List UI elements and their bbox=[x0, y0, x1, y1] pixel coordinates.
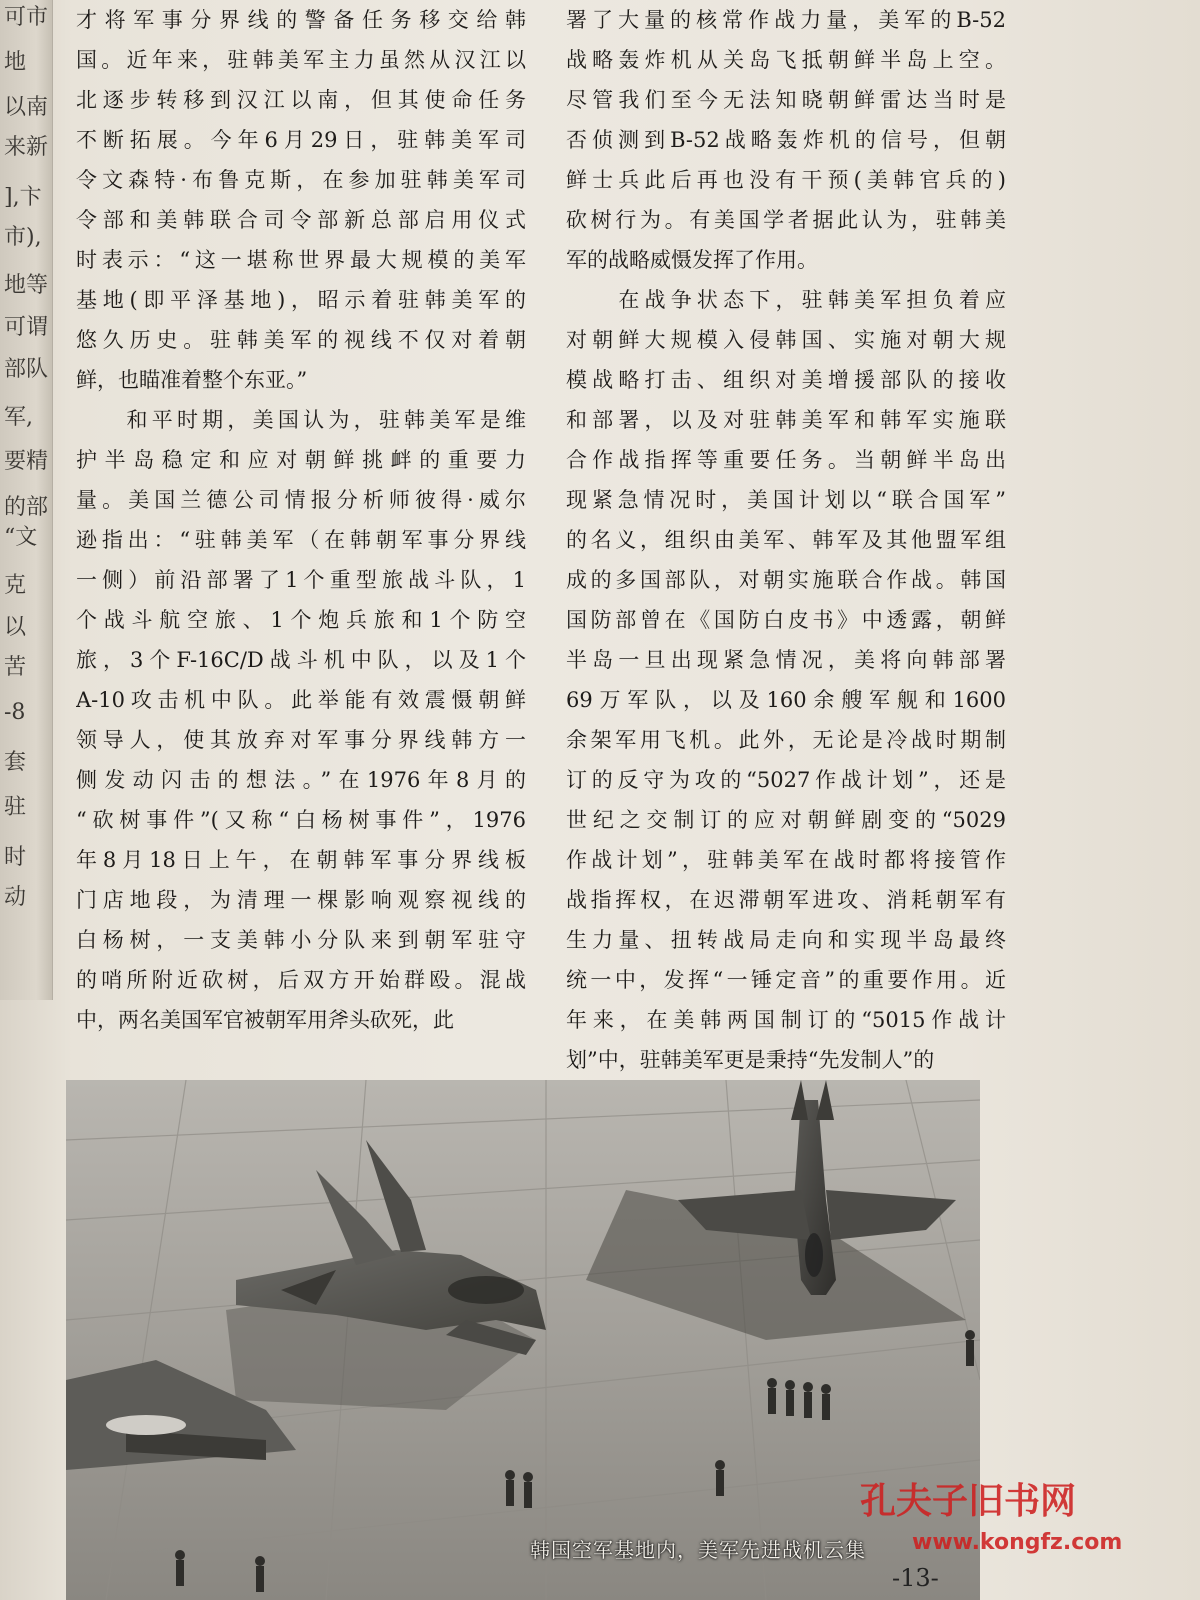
text-line: 统一中，发挥“一锤定音”的重要作用。近 bbox=[566, 968, 1006, 992]
previous-page-fragment: 以南 bbox=[4, 95, 49, 120]
text-line: 对朝鲜大规模入侵韩国、实施对朝大规 bbox=[566, 328, 1006, 352]
previous-page-fragment: 的部 bbox=[4, 495, 49, 520]
text-line: 69万军队，以及160余艘军舰和1600 bbox=[566, 688, 1006, 712]
fighter-jets-photo bbox=[66, 1080, 980, 1600]
text-line: 侧发动闪击的想法。”在1976年8月的 bbox=[76, 768, 526, 792]
page-number: -13- bbox=[892, 1564, 939, 1592]
text-line: 旅，3个F-16C/D战斗机中队，以及1个 bbox=[76, 648, 526, 672]
text-line: 悠久历史。驻韩美军的视线不仅对着朝 bbox=[76, 328, 526, 352]
previous-page-fragment: “文 bbox=[4, 525, 38, 550]
text-line: 和平时期，美国认为，驻韩美军是维 bbox=[76, 408, 526, 432]
previous-page-fragment: 以 bbox=[4, 615, 27, 640]
text-line: 军的战略威慑发挥了作用。 bbox=[566, 248, 818, 272]
watermark-url: www.kongfz.com bbox=[912, 1530, 1123, 1555]
watermark-logo-text: 孔夫子旧书网 bbox=[860, 1480, 1077, 1522]
text-line: 年来，在美韩两国制订的“5015作战计 bbox=[566, 1008, 1006, 1032]
text-line: 中，两名美国军官被朝军用斧头砍死，此 bbox=[76, 1008, 454, 1032]
text-line: A-10攻击机中队。此举能有效震慑朝鲜 bbox=[76, 688, 526, 712]
text-line: 现紧急情况时，美国计划以“联合国军” bbox=[566, 488, 1006, 512]
previous-page-fragment: 套 bbox=[4, 750, 27, 775]
text-line: 砍树行为。有美国学者据此认为，驻韩美 bbox=[566, 208, 1006, 232]
previous-page-fragment: 来新 bbox=[4, 135, 49, 160]
text-line: 半岛一旦出现紧急情况，美将向韩部署 bbox=[566, 648, 1006, 672]
airbase-illustration bbox=[66, 1080, 980, 1600]
previous-page-fragment: 部队 bbox=[4, 357, 49, 382]
previous-page-fragment: 苦 bbox=[4, 655, 27, 680]
previous-page-fragment: 地 bbox=[4, 50, 27, 75]
text-line: 北逐步转移到汉江以南，但其使命任务 bbox=[76, 88, 526, 112]
previous-page-edge bbox=[0, 0, 53, 1000]
text-line: 不断拓展。今年6月29日，驻韩美军司 bbox=[76, 128, 526, 152]
text-line: 鲜士兵此后再也没有干预(美韩官兵的) bbox=[566, 168, 1006, 192]
previous-page-fragment: -8 bbox=[4, 700, 26, 725]
text-line: 在战争状态下，驻韩美军担负着应 bbox=[566, 288, 1006, 312]
text-line: 个战斗航空旅、1个炮兵旅和1个防空 bbox=[76, 608, 526, 632]
text-line: 的哨所附近砍树，后双方开始群殴。混战 bbox=[76, 968, 526, 992]
previous-page-fragment: 动 bbox=[4, 885, 27, 910]
previous-page-fragment: ],卞 bbox=[4, 185, 42, 210]
text-line: 战略轰炸机从关岛飞抵朝鲜半岛上空。 bbox=[566, 48, 1006, 72]
text-line: 划”中，驻韩美军更是秉持“先发制人”的 bbox=[566, 1048, 935, 1072]
text-line: 时表示：“这一堪称世界最大规模的美军 bbox=[76, 248, 526, 272]
text-line: 余架军用飞机。此外，无论是冷战时期制 bbox=[566, 728, 1006, 752]
text-line: 量。美国兰德公司情报分析师彼得·威尔 bbox=[76, 488, 526, 512]
text-line: 一侧）前沿部署了1个重型旅战斗队，1 bbox=[76, 568, 526, 592]
previous-page-fragment: 可市 bbox=[4, 5, 49, 30]
text-line: 领导人，使其放弃对军事分界线韩方一 bbox=[76, 728, 526, 752]
previous-page-fragment: 可谓 bbox=[4, 315, 49, 340]
previous-page-fragment: 克 bbox=[4, 573, 27, 598]
text-line: 署了大量的核常作战力量，美军的B-52 bbox=[566, 8, 1006, 32]
text-line: 作战计划”，驻韩美军在战时都将接管作 bbox=[566, 848, 1006, 872]
text-line: 鲜，也瞄准着整个东亚。” bbox=[76, 368, 308, 392]
text-line: 护半岛稳定和应对朝鲜挑衅的重要力 bbox=[76, 448, 526, 472]
text-line: 基地(即平泽基地)，昭示着驻韩美军的 bbox=[76, 288, 526, 312]
text-line: 逊指出：“驻韩美军（在韩朝军事分界线 bbox=[76, 528, 526, 552]
previous-page-fragment: 时 bbox=[4, 845, 27, 870]
text-line: 的名义，组织由美军、韩军及其他盟军组 bbox=[566, 528, 1006, 552]
text-line: 令文森特·布鲁克斯，在参加驻韩美军司 bbox=[76, 168, 526, 192]
text-line: 订的反守为攻的“5027作战计划”，还是 bbox=[566, 768, 1006, 792]
previous-page-fragment: 地等 bbox=[4, 273, 49, 298]
text-line: 门店地段，为清理一棵影响观察视线的 bbox=[76, 888, 526, 912]
text-line: 国。近年来，驻韩美军主力虽然从汉江以 bbox=[76, 48, 526, 72]
text-line: 成的多国部队，对朝实施联合作战。韩国 bbox=[566, 568, 1006, 592]
previous-page-fragment: 驻 bbox=[4, 795, 27, 820]
previous-page-fragment: 军, bbox=[4, 405, 33, 430]
text-line: 和部署，以及对驻韩美军和韩军实施联 bbox=[566, 408, 1006, 432]
previous-page-fragment: 市), bbox=[4, 225, 42, 250]
text-line: 否侦测到B-52战略轰炸机的信号，但朝 bbox=[566, 128, 1006, 152]
text-line: 年8月18日上午，在朝韩军事分界线板 bbox=[76, 848, 526, 872]
text-line: 世纪之交制订的应对朝鲜剧变的“5029 bbox=[566, 808, 1006, 832]
text-line: “砍树事件”(又称“白杨树事件”，1976 bbox=[76, 808, 526, 832]
text-line: 战指挥权，在迟滞朝军进攻、消耗朝军有 bbox=[566, 888, 1006, 912]
text-line: 合作战指挥等重要任务。当朝鲜半岛出 bbox=[566, 448, 1006, 472]
text-line: 白杨树，一支美韩小分队来到朝军驻守 bbox=[76, 928, 526, 952]
text-line: 令部和美韩联合司令部新总部启用仪式 bbox=[76, 208, 526, 232]
photo-caption: 韩国空军基地内，美军先进战机云集 bbox=[530, 1538, 866, 1562]
previous-page-fragment: 要精 bbox=[4, 449, 49, 474]
text-line: 模战略打击、组织对美增援部队的接收 bbox=[566, 368, 1006, 392]
text-line: 国防部曾在《国防白皮书》中透露，朝鲜 bbox=[566, 608, 1006, 632]
text-line: 尽管我们至今无法知晓朝鲜雷达当时是 bbox=[566, 88, 1006, 112]
text-line: 生力量、扭转战局走向和实现半岛最终 bbox=[566, 928, 1006, 952]
text-line: 才将军事分界线的警备任务移交给韩 bbox=[76, 8, 526, 32]
